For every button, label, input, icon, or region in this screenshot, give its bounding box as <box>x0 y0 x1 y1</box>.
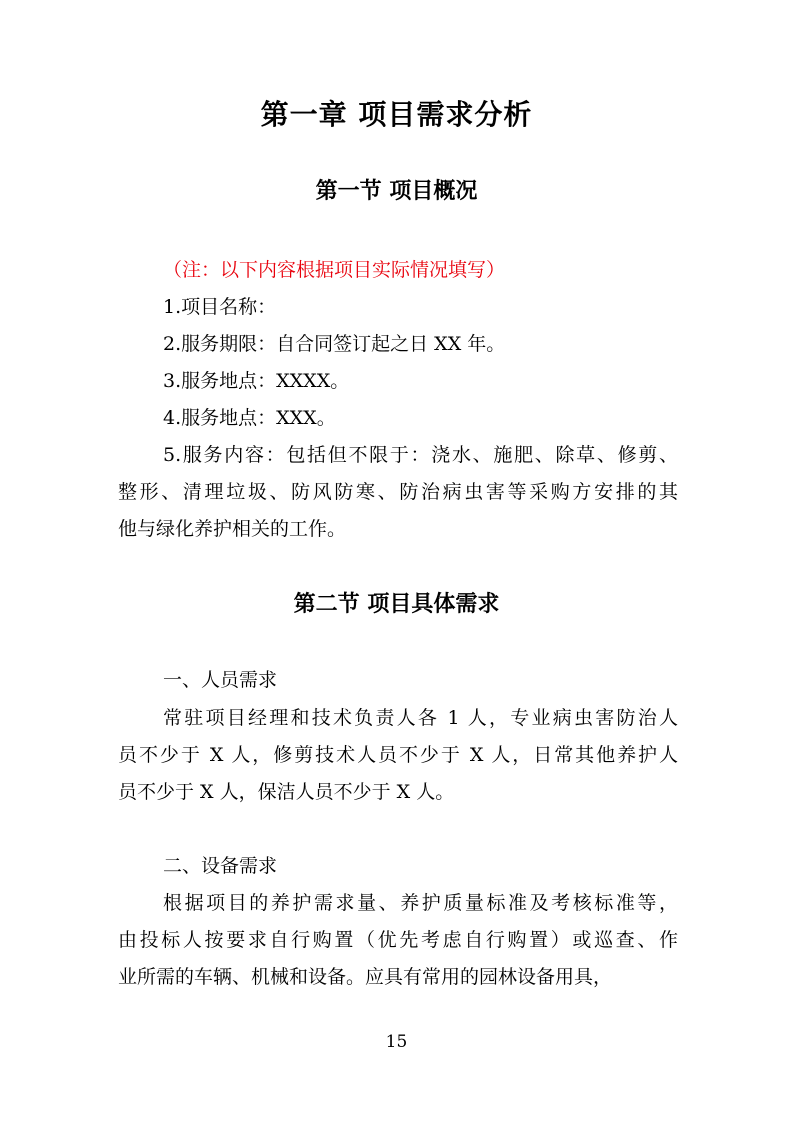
item-project-name: 1.项目名称： <box>163 296 277 318</box>
item-service-location-2: 4.服务地点：XXX。 <box>163 407 336 429</box>
equipment-heading: 二、设备需求 <box>163 855 278 877</box>
section-title-overview: 第一节 项目概况 <box>315 179 478 204</box>
section-title-requirements: 第二节 项目具体需求 <box>293 592 500 617</box>
item-service-period: 2.服务期限：自合同签订起之日 XX 年。 <box>163 333 506 355</box>
equipment-paragraph-line: 根据项目的养护需求量、养护质量标准及考核标准等， <box>163 892 678 914</box>
service-content-line: 他与绿化养护相关的工作。 <box>118 518 347 540</box>
personnel-heading: 一、人员需求 <box>163 669 278 691</box>
fill-in-note: （注：以下内容根据项目实际情况填写） <box>163 259 506 281</box>
item-service-location: 3.服务地点：XXXX。 <box>163 370 350 392</box>
page-number: 15 <box>385 1032 408 1052</box>
equipment-paragraph-line: 由投标人按要求自行购置（优先考虑自行购置）或巡查、作 <box>118 929 678 951</box>
service-content-line: 5.服务内容：包括但不限于：浇水、施肥、除草、修剪、 <box>163 444 678 466</box>
personnel-paragraph-line: 常驻项目经理和技术负责人各 1 人，专业病虫害防治人 <box>163 707 678 729</box>
service-content-line: 整形、清理垃圾、防风防寒、防治病虫害等采购方安排的其 <box>118 481 678 503</box>
chapter-title: 第一章 项目需求分析 <box>260 98 533 131</box>
personnel-paragraph-line: 员不少于 X 人，修剪技术人员不少于 X 人，日常其他养护人 <box>118 744 678 766</box>
equipment-paragraph-line: 业所需的车辆、机械和设备。应具有常用的园林设备用具， <box>118 966 613 988</box>
personnel-paragraph-line: 员不少于 X 人，保洁人员不少于 X 人。 <box>118 781 455 803</box>
